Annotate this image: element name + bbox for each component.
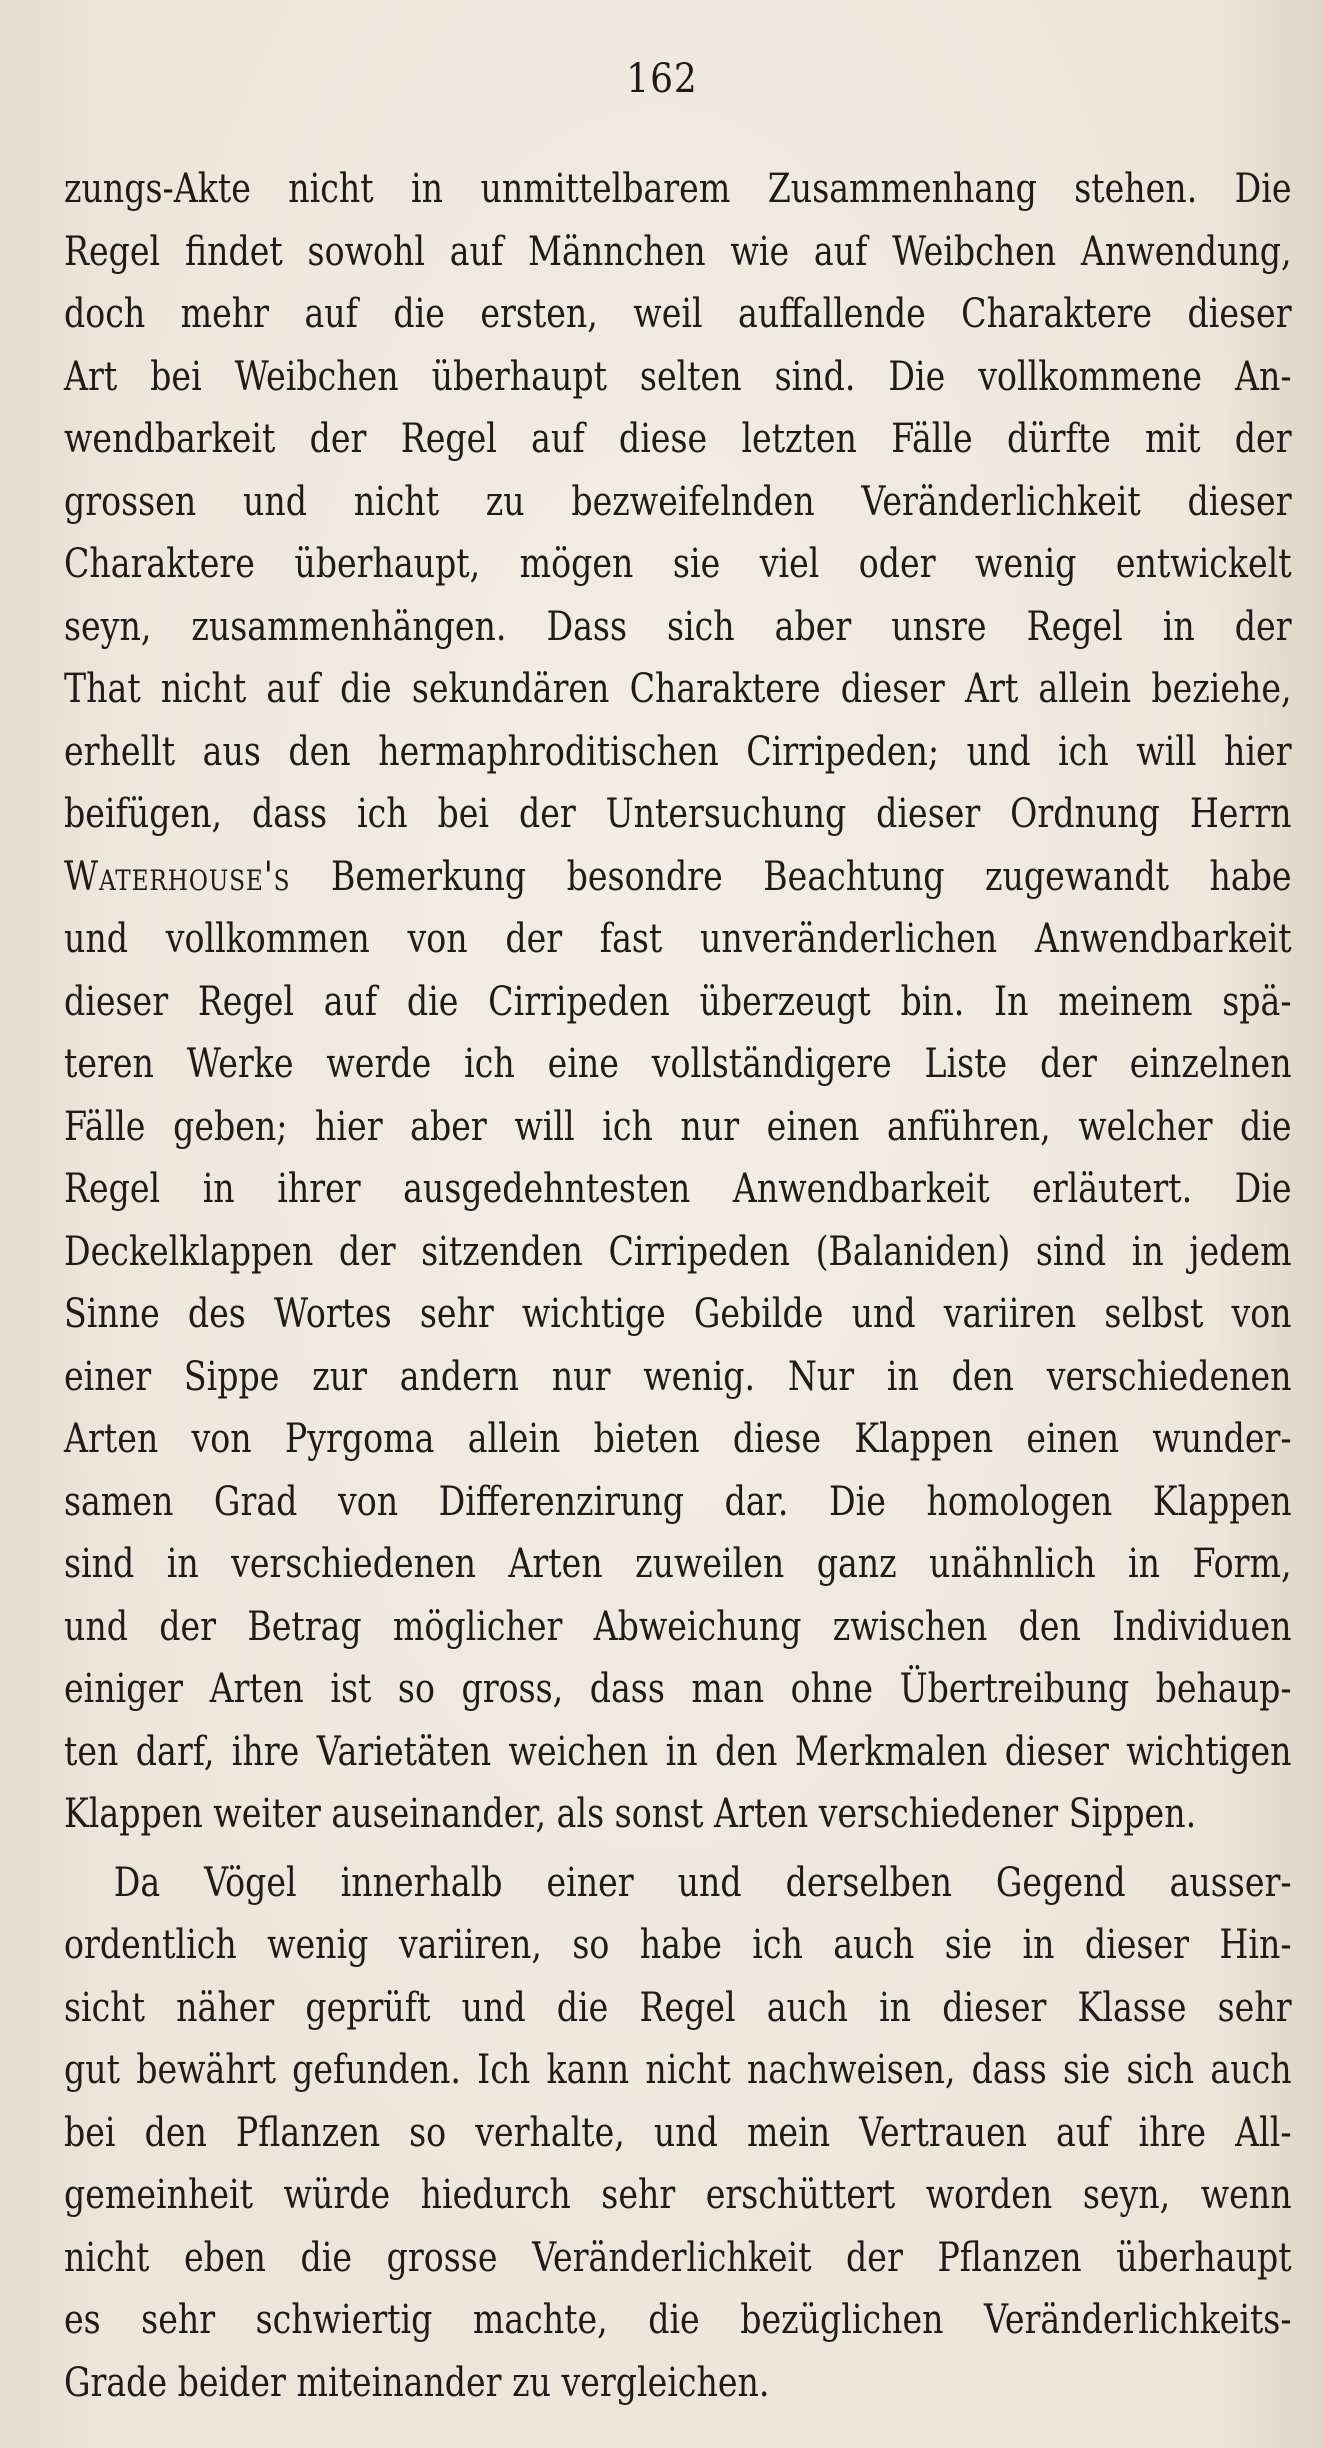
text-line: doch mehr auf die ersten, weil auffallende Charaktere dieser: [64, 291, 1292, 337]
text-line-indented: [64, 1852, 1292, 1915]
text-line: ten darf, ihre Varietäten weichen in den Merkmalen dieser wichtigen: [64, 1728, 1292, 1775]
text-line: ordentlich wenig variiren, so habe ich auch sie in dieser Hin-: [64, 1922, 1292, 1968]
text-line: sind in verschiedenen Arten zuweilen ganz unähnlich in Form,: [64, 1541, 1292, 1587]
text-line: es sehr schwiertig machte, die bezüglichen Veränderlichkeits-: [64, 2297, 1292, 2343]
text-line: Charaktere überhaupt, mögen sie viel oder wenig entwickelt: [64, 541, 1292, 587]
text-line: gut bewährt gefunden. Ich kann nicht nachweisen, dass sie sich auch: [64, 2047, 1292, 2093]
text-line: Fälle geben; hier aber will ich nur einen anführen, welcher die: [64, 1103, 1292, 1150]
text-line: einer Sippe zur andern nur wenig. Nur in den verschiedenen: [64, 1353, 1292, 1400]
text-line: grossen und nicht zu bezweifelnden Veränderlichkeit dieser: [64, 478, 1292, 525]
text-line-waterhouse: [64, 846, 1292, 909]
text-line: bei den Pflanzen so verhalte, und mein Vertrauen auf ihre All-: [64, 2109, 1292, 2156]
text-line: wendbarkeit der Regel auf diese letzten Fälle dürfte mit der: [64, 416, 1292, 462]
page-number: 162: [626, 56, 698, 102]
text-line: und vollkommen von der fast unveränderlichen Anwendbarkeit: [64, 916, 1292, 962]
text-line: beifügen, dass ich bei der Untersuchung dieser Ordnung Herrn: [64, 791, 1292, 837]
text-line: Sinne des Wortes sehr wichtige Gebilde und variiren selbst von: [64, 1291, 1292, 1337]
text-line: zungs-Akte nicht in unmittelbarem Zusammenhang stehen. Die: [64, 166, 1292, 212]
text-line: und der Betrag möglicher Abweichung zwischen den Individuen: [64, 1603, 1292, 1650]
text-line: dieser Regel auf die Cirripeden überzeugt bin. In meinem spä-: [64, 978, 1292, 1025]
text-line: Art bei Weibchen überhaupt selten sind. Die vollkommene An-: [64, 353, 1292, 400]
text-line: Klappen weiter auseinander, als sonst Arten verschiedener Sippen.: [64, 1791, 1197, 1837]
text-line: einiger Arten ist so gross, dass man ohne Übertreibung behaup-: [64, 1666, 1292, 1712]
text-line: erhellt aus den hermaphroditischen Cirripeden; und ich will hier: [64, 728, 1292, 775]
author-name: Waterhouse's: [64, 853, 291, 900]
text-line: Regel findet sowohl auf Männchen wie auf Weibchen Anwendung,: [64, 228, 1292, 275]
text-line: That nicht auf die sekundären Charaktere dieser Art allein beziehe,: [64, 666, 1292, 712]
text-line: Deckelklappen der sitzenden Cirripeden (Balaniden) sind in jedem: [64, 1228, 1292, 1275]
body-text: [64, 158, 1292, 2414]
text-fragment: Bemerkung besondre Beachtung zugewandt habe: [290, 853, 1292, 900]
text-line: teren Werke werde ich eine vollständigere Liste der einzelnen: [64, 1041, 1292, 1087]
text-line: Regel in ihrer ausgedehntesten Anwendbarkeit erläutert. Die: [64, 1166, 1292, 1212]
text-line: seyn, zusammenhängen. Dass sich aber unsre Regel in der: [64, 603, 1292, 650]
text-line: Grade beider miteinander zu vergleichen.: [64, 2359, 770, 2406]
text-line: Arten von Pyrgoma allein bieten diese Klappen einen wunder-: [64, 1416, 1292, 1462]
text-line: nicht eben die grosse Veränderlichkeit der Pflanzen überhaupt: [64, 2234, 1292, 2281]
text-fragment: Da Vögel innerhalb einer und derselben Gegend ausser-: [113, 1859, 1292, 1906]
text-line: gemeinheit würde hiedurch sehr erschüttert worden seyn, wenn: [64, 2172, 1292, 2218]
text-line: sicht näher geprüft und die Regel auch in dieser Klasse sehr: [64, 1984, 1292, 2031]
text-line: samen Grad von Differenzirung dar. Die homologen Klappen: [64, 1478, 1292, 1525]
